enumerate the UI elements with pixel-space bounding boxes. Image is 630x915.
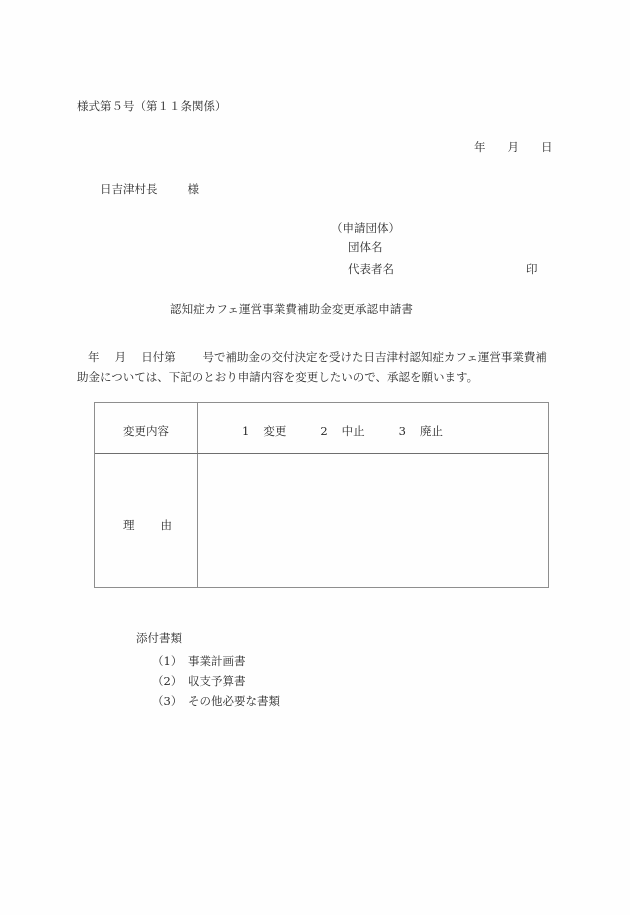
change-request-table xyxy=(94,402,549,588)
rep-name-label: 代表者名 xyxy=(348,262,394,276)
addressee-name: 日吉津村長 xyxy=(100,182,158,196)
option-abolish[interactable]: 3 廃止 xyxy=(398,424,443,438)
body-line-2: 助金については、下記のとおり申請内容を変更したいので、承認を願います。 xyxy=(77,370,479,384)
reason-field[interactable] xyxy=(205,463,538,577)
addressee-honorific: 様 xyxy=(187,182,199,196)
org-name-label: 団体名 xyxy=(348,240,383,254)
body-line-1: 年 月 日付第 号で補助金の交付決定を受けた日吉津村認知症カフェ運営事業費補 xyxy=(88,350,547,364)
date-day-label: 日 xyxy=(541,140,553,154)
body-paragraph xyxy=(77,347,557,387)
applicant-header: （申請団体） xyxy=(331,221,400,235)
form-number: 様式第５号（第１１条関係） xyxy=(77,99,227,113)
date-month-label: 月 xyxy=(507,140,519,154)
change-options[interactable] xyxy=(242,423,477,439)
attachment-item: （1） 事業計画書 xyxy=(152,654,246,668)
date-year-label: 年 xyxy=(474,140,486,154)
attachment-item: （2） 収支予算書 xyxy=(152,674,246,688)
option-suspend[interactable]: 2 中止 xyxy=(320,424,365,438)
table-column-divider xyxy=(197,403,198,587)
seal-mark: 印 xyxy=(526,262,538,276)
change-content-label: 変更内容 xyxy=(123,424,169,438)
date-line xyxy=(474,142,553,154)
addressee xyxy=(100,184,199,196)
option-change[interactable]: 1 変更 xyxy=(242,424,287,438)
table-row-divider xyxy=(95,453,548,454)
attachments-title: 添付書類 xyxy=(136,631,182,645)
document-title: 認知症カフェ運営事業費補助金変更承認申請書 xyxy=(170,302,414,316)
reason-label: 理 由 xyxy=(123,518,172,532)
attachment-item: （3） その他必要な書類 xyxy=(152,694,280,708)
